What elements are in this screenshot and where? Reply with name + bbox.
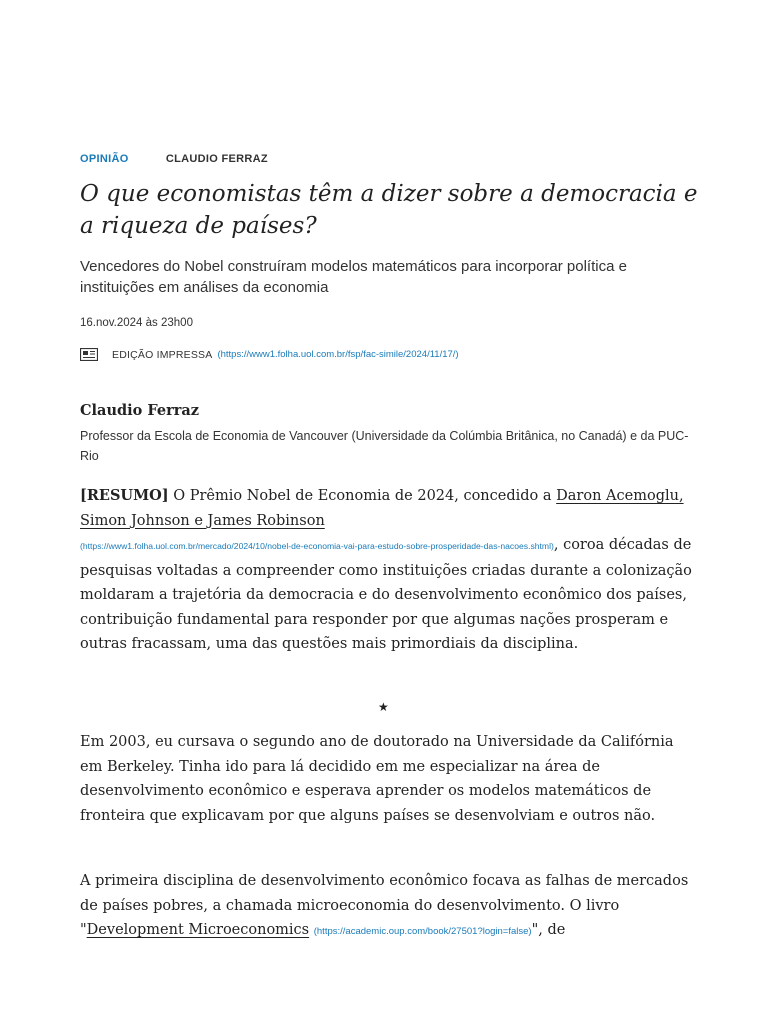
section-separator: ★: [378, 700, 389, 714]
print-edition: [80, 348, 459, 361]
paragraph-1: [80, 484, 692, 657]
print-edition-label: EDIÇÃO IMPRESSA: [112, 348, 213, 361]
publish-date: 16.nov.2024 às 23h00: [80, 317, 193, 329]
page-title: O que economistas têm a dizer sobre a democracia e a riqueza de países?: [80, 181, 698, 239]
summary-tag: [RESUMO]: [80, 487, 169, 504]
byline-name: Claudio Ferraz: [80, 402, 199, 419]
kicker: [80, 153, 268, 165]
book-link[interactable]: Development Microeconomics: [86, 922, 310, 938]
paragraph-3: [80, 869, 692, 945]
p3-text-after: ", de: [531, 922, 566, 938]
author-link[interactable]: CLAUDIO FERRAZ: [165, 153, 268, 165]
p1-text-after: , coroa décadas de pesquisas voltadas a compreender como instituições criadas durante a colonização moldaram a trajetória da democracia e do desenvolvimento econômico dos países, contribuição fundamental para responder por que algumas nações prosperam e outras fracassam, uma das questões mais primordiais da disciplina.: [80, 537, 692, 652]
paragraph-2: Em 2003, eu cursava o segundo ano de doutorado na Universidade da Califórnia em Berkeley. Tinha ido para lá decidido em me especializar na área de desenvolvimento econômico e esperava aprender os modelos matemáticos de fronteira que explicavam por que alguns países se desenvolviam e outros não.: [80, 734, 674, 824]
byline-bio: Professor da Escola de Economia de Vancouver (Universidade da Colúmbia Britânica, no Canadá) e da PUC-Rio: [80, 429, 689, 463]
standfirst: Vencedores do Nobel construíram modelos matemáticos para incorporar política e instituições em análises da economia: [80, 258, 627, 296]
laureates-link[interactable]: Daron Acemoglu, Simon Johnson e James Robinson: [80, 488, 684, 529]
section-link[interactable]: OPINIÃO: [80, 153, 129, 165]
laureates-url[interactable]: (https://www1.folha.uol.com.br/mercado/2024/10/nobel-de-economia-vai-para-estudo-sobre-prosperidade-das-nacoes.shtml): [80, 541, 554, 551]
print-edition-url[interactable]: (https://www1.folha.uol.com.br/fsp/fac-simile/2024/11/17/): [217, 349, 459, 360]
p1-text-before: O Prêmio Nobel de Economia de 2024, concedido a: [168, 488, 557, 504]
p3-text-before: A primeira disciplina de desenvolvimento econômico focava as falhas de mercados de países pobres, a chamada microeconomia do desenvolvimento. O livro ": [80, 873, 689, 938]
newspaper-icon: [80, 348, 98, 361]
book-url[interactable]: (https://academic.oup.com/book/27501?login=false): [313, 926, 532, 937]
